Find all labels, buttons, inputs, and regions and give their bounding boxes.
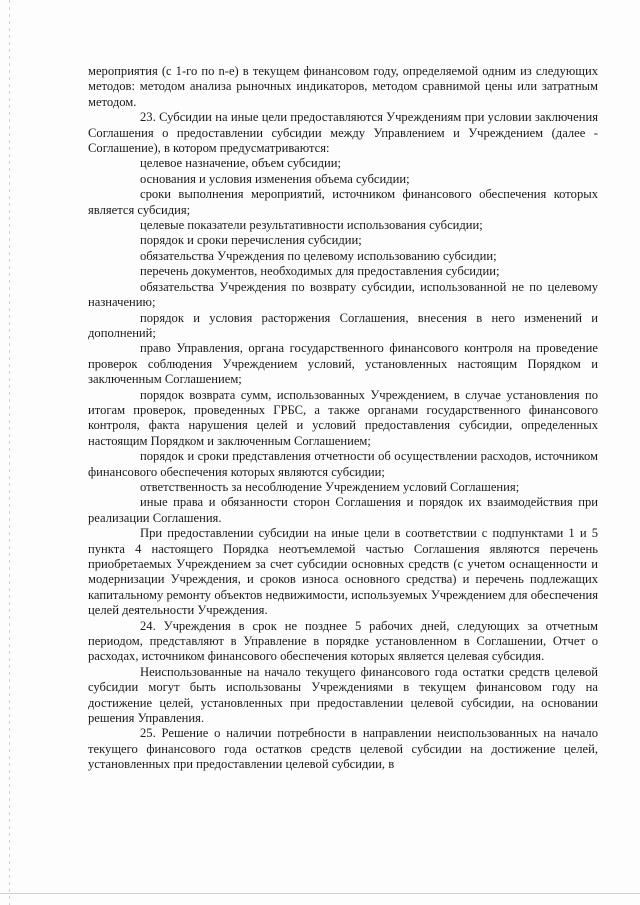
list-item: порядок и сроки представления отчетности об осуществлении расходов, источником финансового обеспечения которых являются субсидии; [88, 449, 598, 479]
list-item: обязательства Учреждения по возврату субсидии, использованной не по целевому назначению; [88, 279, 598, 310]
paragraph: 25. Решение о наличии потребности в направлении неиспользованных на начало текущего финансового года остатков средств целевой субсидии на достижение целей, установленных при предоставлении целевой субсидии, в [88, 726, 598, 772]
list-item: целевое назначение, объем субсидии; [140, 156, 341, 171]
list-item: право Управления, органа государственного финансового контроля на проведение проверок соблюдения Учреждением условий, установленных настоящим Порядком и заключенным Соглашением; [88, 341, 598, 387]
scan-margin-line [9, 0, 10, 905]
list-item: перечень документов, необходимых для предоставления субсидии; [140, 264, 500, 279]
paragraph: При предоставлении субсидии на иные цели в соответствии с подпунктами 1 и 5 пункта 4 настоящего Порядка неотъемлемой частью Соглашения являются перечень приобретаемых Учреждением за счет субсидии основных средств (с учетом оснащенности и модернизации Учреждения, и сроков износа основного средства) и перечень подлежащих капитальному ремонту объектов недвижимости, используемых Учреждением для обеспечения целей деятельности Учреждения. [88, 526, 598, 618]
list-item: порядок возврата сумм, использованных Учреждением, в случае установления по итогам проверок, проведенных ГРБС, а также органами государственного финансового контроля, факта нарушения целей и условий предоставления субсидии, определенных настоящим Порядком и заключенным Соглашением; [88, 387, 598, 448]
list-item: основания и условия изменения объема субсидии; [140, 171, 410, 186]
list-item: порядок и условия расторжения Соглашения, внесения в него изменений и дополнений; [88, 310, 598, 340]
list-item: иные права и обязанности сторон Соглашения и порядок их взаимодействия при реализации Соглашения. [88, 495, 598, 525]
paragraph: мероприятия (с 1-го по n-е) в текущем финансовом году, определяемой одним из следующих методов: методом анализа рыночных индикаторов, методом сравнимой цены или затратным методом. [88, 64, 598, 109]
list-item: целевые показатели результативности использования субсидии; [140, 218, 483, 233]
list-item: ответственность за несоблюдение Учреждением условий Соглашения; [140, 479, 520, 494]
paragraph: Неиспользованные на начало текущего финансового года остатки средств целевой субсидии могут быть использованы Учреждениями в текущем финансовом году на достижение целей, установленных при предоставлении целевой субсидии, на основании решения Управления. [88, 664, 598, 726]
list-item: обязательства Учреждения по целевому использованию субсидии; [140, 248, 497, 263]
paragraph: 23. Субсидии на иные цели предоставляются Учреждениям при условии заключения Соглашения о предоставлении субсидии между Управлением и Учреждением (далее - Соглашение), в котором предусматриваются: [88, 110, 598, 156]
list-item: сроки выполнения мероприятий, источником финансового обеспечения которых является субсидия; [88, 187, 598, 217]
scan-bottom-line [0, 893, 640, 894]
paragraph: 24. Учреждения в срок не позднее 5 рабочих дней, следующих за отчетным периодом, представляют в Управление в порядке установленном в Соглашении, Отчет о расходах, источником финансового обеспечения которых является целевая субсидия. [88, 618, 598, 664]
list-item: порядок и сроки перечисления субсидии; [140, 233, 362, 248]
document-body [88, 64, 598, 773]
